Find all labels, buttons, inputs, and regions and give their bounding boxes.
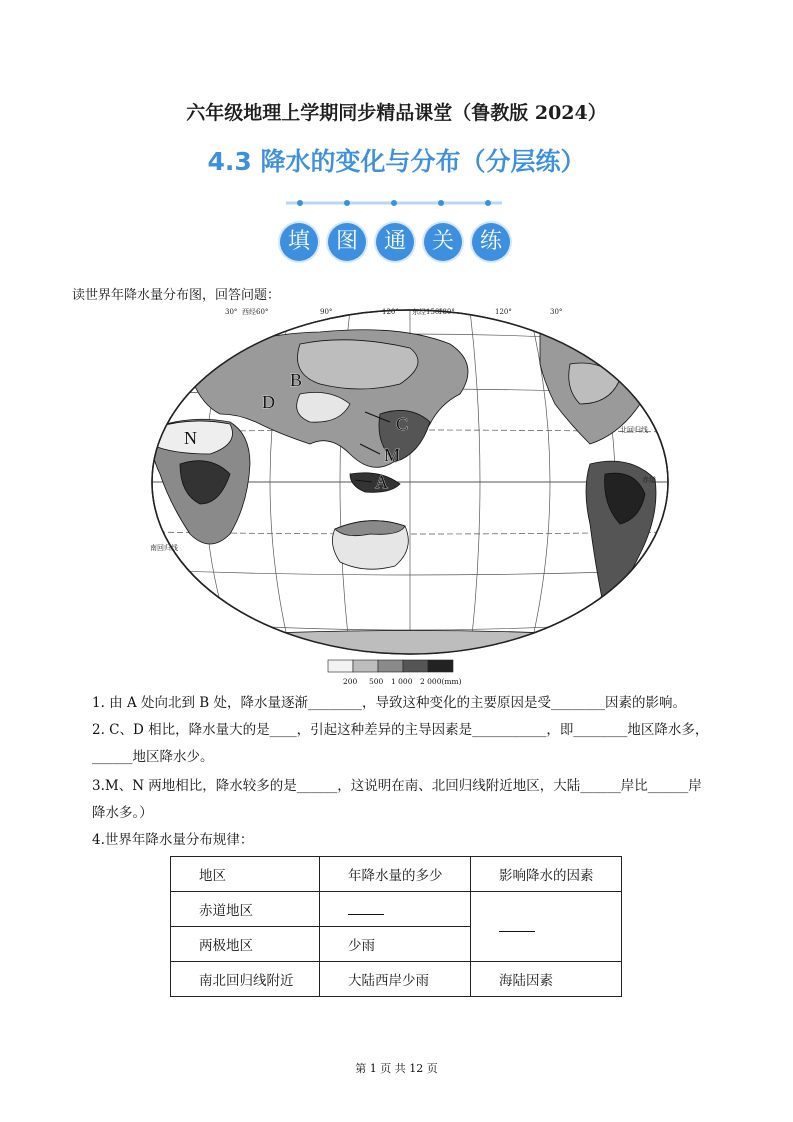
table-header: 影响降水的因素 xyxy=(471,857,622,892)
lon-label: 西经60° xyxy=(242,308,269,316)
point-label-m: M xyxy=(384,445,401,465)
legend-value: 200 xyxy=(343,677,358,686)
point-label-d: D xyxy=(262,392,275,412)
table-row xyxy=(171,892,622,927)
table-cell: 两极地区 xyxy=(171,927,320,962)
lon-label: 东经150° xyxy=(412,308,443,316)
tropic-capricorn-label: 南回归线 xyxy=(150,544,178,552)
equator-label: 赤道 xyxy=(642,476,656,484)
table-cell: 海陆因素 xyxy=(471,962,622,997)
lon-label: 120° xyxy=(495,308,512,316)
series-title: 六年级地理上学期同步精品课堂（鲁教版 2024） xyxy=(186,102,607,124)
legend-swatch xyxy=(353,660,378,672)
page-footer: 第 1 页 共 12 页 xyxy=(355,1062,438,1075)
legend-value: 2 000(mm) xyxy=(420,677,462,686)
legend-swatch xyxy=(403,660,428,672)
lon-label: 30° xyxy=(225,308,238,316)
section-badges xyxy=(280,223,512,263)
table-cell: 南北回归线附近 xyxy=(171,962,320,997)
lon-label: 180° xyxy=(438,308,455,316)
table-header: 地区 xyxy=(171,857,320,892)
point-label-c: C xyxy=(396,414,409,434)
badge-guan: 关 xyxy=(424,223,462,261)
intro-text: 读世界年降水量分布图，回答问题： xyxy=(72,288,281,303)
table-cell: 大陆西岸少雨 xyxy=(320,962,471,997)
question-3: 3.M、N 两地相比，降水较多的是______，这说明在南、北回归线附近地区，大陆______岸比______岸 xyxy=(92,778,702,794)
legend-swatch xyxy=(328,660,353,672)
world-precipitation-map xyxy=(150,304,670,690)
question-3-continued: 降水多。） xyxy=(92,805,153,821)
table-header-row xyxy=(171,857,622,892)
lon-label: 30° xyxy=(550,308,563,316)
badge-tian: 填 xyxy=(280,223,318,261)
legend-value: 500 xyxy=(369,677,384,686)
precip-legend xyxy=(328,660,462,686)
table-cell[interactable] xyxy=(320,892,471,927)
lon-label: 120° xyxy=(382,308,399,316)
table-header: 年降水量的多少 xyxy=(320,857,471,892)
question-2: 2. C、D 相比，降水量大的是____，引起这种差异的主导因素是___________，即________地区降水多， xyxy=(92,722,709,738)
table-cell: 少雨 xyxy=(320,927,471,962)
point-label-n: N xyxy=(184,428,197,448)
lon-label: 90° xyxy=(320,308,333,316)
question-1: 1. 由 A 处向北到 B 处，降水量逐渐________，导致这种变化的主要原因是受________因素的影响。 xyxy=(92,695,687,711)
badge-tong: 通 xyxy=(376,223,414,261)
answer-blank[interactable] xyxy=(499,917,535,932)
tropic-cancer-label: 北回归线 xyxy=(620,426,648,434)
map-svg xyxy=(150,304,670,690)
answer-blank[interactable] xyxy=(348,900,384,915)
question-2-continued: ______地区降水少。 xyxy=(92,749,214,765)
question-4: 4.世界年降水量分布规律： xyxy=(92,832,254,848)
legend-swatch xyxy=(378,660,403,672)
point-label-b: B xyxy=(290,370,303,390)
table-cell: 赤道地区 xyxy=(171,892,320,927)
lesson-title: 4.3 降水的变化与分布（分层练） xyxy=(207,147,586,176)
legend-swatch xyxy=(428,660,453,672)
point-label-a: A xyxy=(375,472,388,492)
badge-lian: 练 xyxy=(472,223,510,261)
decorative-dot-line xyxy=(286,197,502,209)
legend-value: 1 000 xyxy=(391,677,413,686)
precip-pattern-table xyxy=(170,856,622,997)
badge-tu: 图 xyxy=(328,223,366,261)
table-row xyxy=(171,962,622,997)
table-cell[interactable] xyxy=(471,892,622,962)
